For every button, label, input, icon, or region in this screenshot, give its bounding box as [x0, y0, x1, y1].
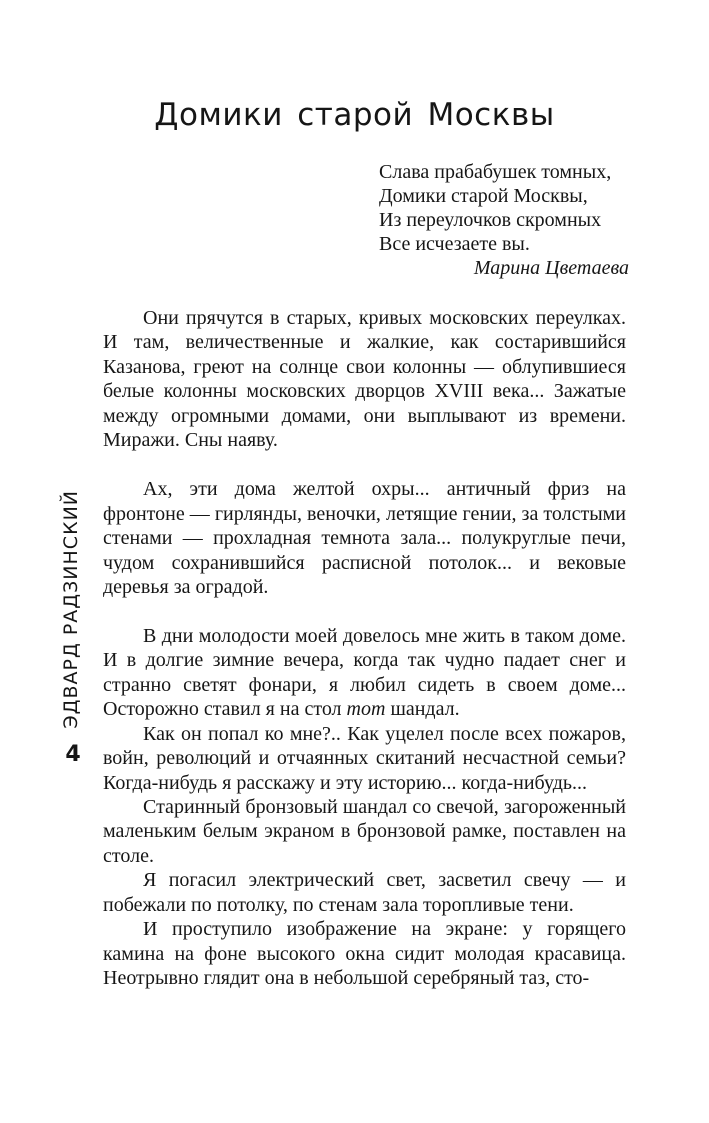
- paragraph: Я погасил электрический свет, засветил свечу — и побежали по потолку, по стенам зала торопливые тени.: [103, 869, 626, 916]
- paragraph: Они прячутся в старых, кривых московских переулках. И там, величественные и жалкие, как состарившийся Казанова, греют на солнце свои колонны — облупившиеся белые колонны московских дворцов XVIII века... Зажатые между огромными домами, они выплывают из времени. Миражи. Сны наяву.: [103, 307, 626, 452]
- paragraph: [103, 624, 626, 722]
- emphasis-text: тот: [346, 698, 386, 721]
- paragraph: И проступило изображение на экране: у горящего камина на фоне высокого окна сидит молодая красавица. Неотрывно глядит она в небольшой серебряный таз, сто-: [103, 918, 626, 990]
- paragraph: Старинный бронзовый шандал со свечой, загороженный маленьким белым экраном в бронзовой рамке, поставлен на столе.: [103, 796, 626, 867]
- paragraph: Как он попал ко мне?.. Как уцелел после всех пожаров, войн, революций и отчаянных скитаний несчастной семьи? Когда-нибудь я расскажу и эту историю... когда-нибудь...: [103, 722, 626, 794]
- running-head-text: ЭДВАРД РАДЗИНСКИЙ: [60, 490, 82, 729]
- paragraph: Ах, эти дома желтой охры... античный фриз на фронтоне — гирлянды, веночки, летящие гении, за толстыми стенами — прохладная темнота зала... полукруглые печи, чудом сохранившийся расписной потолок... и вековые деревья за оградой.: [103, 478, 626, 598]
- body-text: [103, 306, 626, 991]
- epigraph-line: Слава прабабушек томных,: [379, 161, 612, 183]
- epigraph-line: Из переулочков скромных: [379, 209, 602, 231]
- epigraph-line: Все исчезаете вы.: [379, 233, 530, 255]
- paragraph-text: В дни молодости моей довелось мне жить в таком доме. И в долгие зимние вечера, когда так чудно падает снег и странно светят фонари, я любил сидеть в своем доме... Осторожно ставил я на стол: [103, 624, 626, 721]
- running-head: [58, 490, 84, 740]
- epigraph: [379, 160, 629, 280]
- epigraph-author: Марина Цветаева: [473, 257, 629, 279]
- page-number: 4: [65, 742, 81, 767]
- epigraph-line: Домики старой Москвы,: [379, 185, 588, 207]
- paragraph-text: шандал.: [385, 698, 460, 721]
- chapter-title: Домики старой Москвы: [154, 97, 555, 133]
